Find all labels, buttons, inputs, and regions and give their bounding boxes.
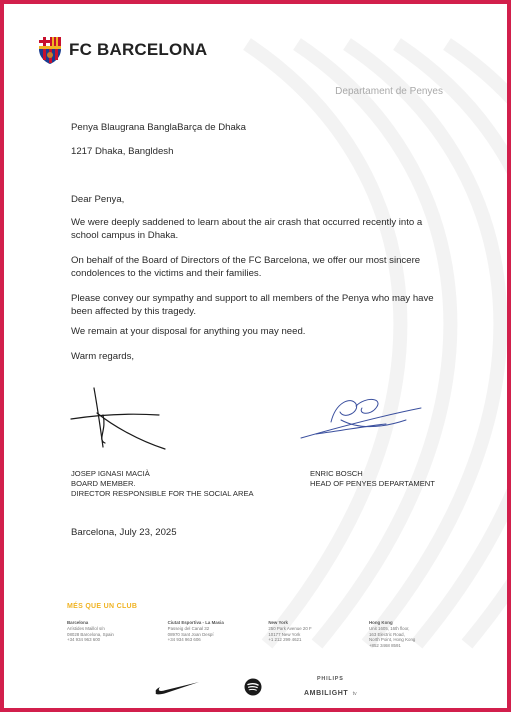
office-line: 163 Electric Road, — [368, 631, 405, 637]
footer-offices — [67, 620, 457, 649]
office-line: Passeig del Canal 32 — [167, 625, 210, 631]
footer-tagline: MÉS QUE UN CLUB — [67, 603, 138, 610]
fcb-crest-icon — [37, 35, 63, 65]
office-line: +34 934 963 606 — [167, 637, 201, 643]
closing: Warm regards, — [71, 351, 135, 362]
paragraph: We were deeply saddened to learn about the air crash that occurred recently into a school campus in Dhaka. — [71, 217, 423, 241]
office-block — [67, 620, 155, 649]
office-name: Ciutat Esportiva - La Masia — [167, 620, 224, 625]
office-name: Barcelona — [67, 620, 89, 625]
sponsor-logos — [154, 676, 414, 702]
signature-maciá — [67, 385, 177, 455]
letter-date: Barcelona, July 23, 2025 — [71, 527, 177, 538]
recipient-line-2: 1217 Dhaka, Bangldesh — [71, 146, 174, 157]
signatory-title: HEAD OF PENYES DEPARTAMENT — [310, 479, 435, 488]
paragraph: On behalf of the Board of Directors of the FC Barcelona, we offer our most sincere condolences to the victims and their families. — [71, 255, 421, 279]
office-block — [369, 620, 457, 649]
tv-wordmark: tv — [352, 691, 357, 697]
office-line: +852 3468 8591 — [368, 643, 401, 649]
office-line: +1 212 299 4621 — [268, 637, 302, 643]
office-line: 10177 New York — [268, 631, 301, 637]
office-name: Hong Kong — [368, 620, 393, 625]
office-block — [268, 620, 356, 649]
signatory-title: DIRECTOR RESPONSIBLE FOR THE SOCIAL AREA — [71, 489, 254, 498]
salutation: Dear Penya, — [71, 194, 125, 205]
office-line: Arístides Maillol s/n — [67, 625, 105, 631]
nike-swoosh-icon — [154, 680, 200, 696]
office-line: 250 Park Avenue 20 F — [268, 625, 312, 631]
office-line: 08028 Barcelona, Spain — [67, 631, 114, 637]
spotify-icon — [244, 678, 262, 696]
brand-name: FC BARCELONA — [69, 40, 208, 59]
office-line: 08970 Sant Joan Despí — [167, 631, 214, 637]
signatory-block — [71, 469, 254, 499]
office-line: Unit 1605, 16th floor, — [368, 625, 410, 631]
paragraph: We remain at your disposal for anything you may need. — [71, 326, 306, 337]
office-block — [168, 620, 256, 649]
office-name: New York — [268, 620, 288, 625]
signatory-title: BOARD MEMBER. — [71, 479, 136, 488]
signature-bosch — [296, 390, 426, 445]
department-name: Departament de Penyes — [335, 86, 443, 97]
signatory-block — [310, 469, 435, 489]
crest-watermark — [207, 24, 511, 664]
philips-wordmark: PHILIPS — [317, 676, 344, 682]
signatory-name: JOSEP IGNASI MACIÀ — [71, 469, 150, 478]
office-line: North Point, Hong Kong — [368, 637, 416, 643]
paragraph: Please convey our sympathy and support to all members of the Penya who may have been affected by this tragedy. — [71, 293, 434, 317]
philips-ambilight-logo — [304, 676, 357, 700]
ambilight-wordmark: AMBILIGHT — [304, 690, 349, 697]
letterhead — [37, 35, 207, 65]
signatory-name: ENRIC BOSCH — [310, 469, 363, 478]
recipient-line-1: Penya Blaugrana BanglaBarça de Dhaka — [71, 122, 246, 133]
office-line: +34 934 963 600 — [67, 637, 101, 643]
